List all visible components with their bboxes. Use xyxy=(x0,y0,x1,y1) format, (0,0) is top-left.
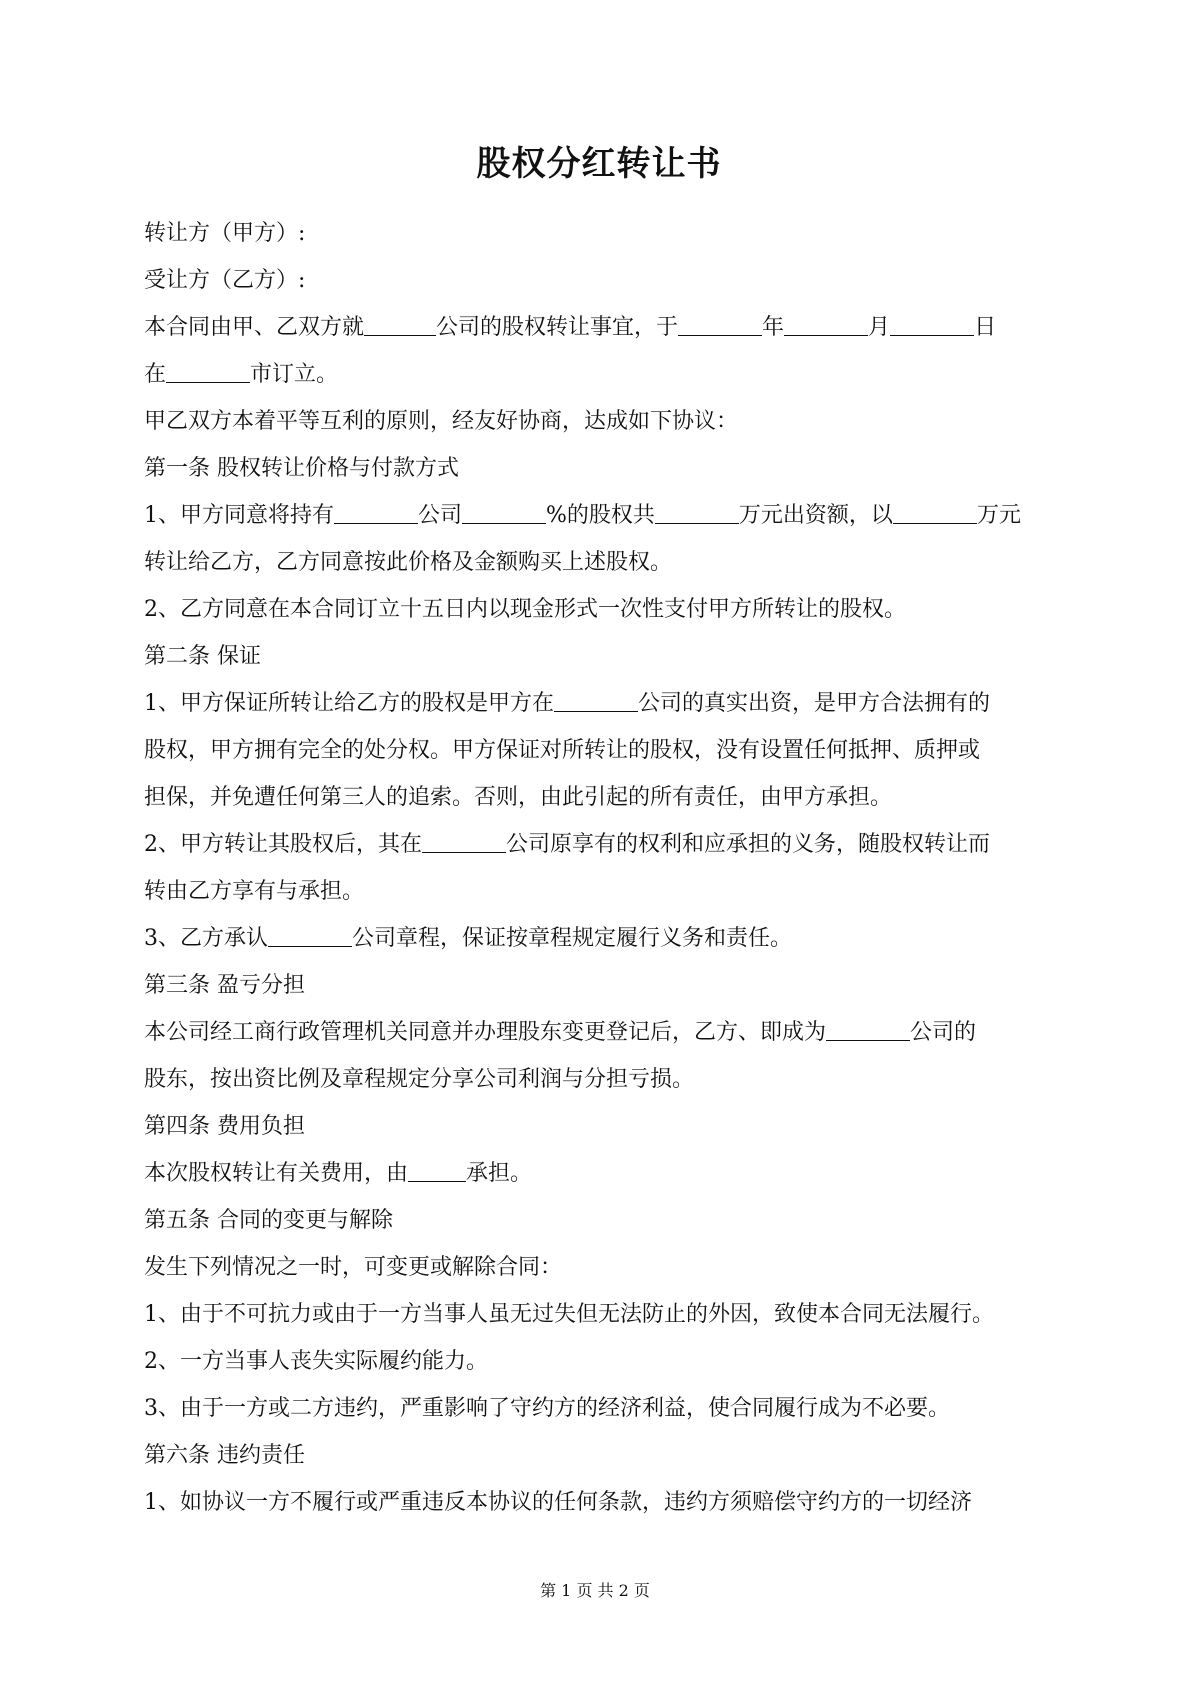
day-blank[interactable] xyxy=(890,313,974,336)
page-number-footer: 第 1 页 共 2 页 xyxy=(540,1581,650,1600)
article-2-clause-3: 3、乙方承认 公司章程，保证按章程规定履行义务和责任。 xyxy=(144,926,793,951)
article-2-clause-1-cont2: 担保，并免遭任何第三人的追索。否则，由此引起的所有责任，由甲方承担。 xyxy=(144,785,893,810)
contract-intro: 本合同由甲、乙双方就 公司的股权转让事宜，于 年 月 日 xyxy=(144,315,997,340)
company-blank[interactable] xyxy=(364,313,436,336)
article-3-body-cont: 股东，按出资比例及章程规定分享公司利润与分担亏损。 xyxy=(144,1067,695,1092)
article-6-clause-1: 1、如协议一方不履行或严重违反本协议的任何条款，违约方须赔偿守约方的一切经济 xyxy=(144,1490,972,1515)
contract-place: 在 市订立。 xyxy=(144,362,339,387)
article-5-intro: 发生下列情况之一时，可变更或解除合同： xyxy=(144,1255,563,1280)
article-2-clause-2-cont: 转由乙方享有与承担。 xyxy=(144,879,365,904)
price-blank[interactable] xyxy=(893,501,977,524)
article-4-heading: 第四条 费用负担 xyxy=(144,1114,305,1139)
document-title: 股权分红转让书 xyxy=(476,144,722,184)
article-5-item-1: 1、由于不可抗力或由于一方当事人虽无过失但无法防止的外因，致使本合同无法履行。 xyxy=(144,1302,994,1327)
company-blank[interactable] xyxy=(826,1018,910,1041)
article-1-clause-1-cont: 转让给乙方，乙方同意按此价格及金额购买上述股权。 xyxy=(144,550,673,575)
article-1-clause-2: 2、乙方同意在本合同订立十五日内以现金形式一次性支付甲方所转让的股权。 xyxy=(144,597,906,622)
article-2-clause-1-cont: 股权，甲方拥有完全的处分权。甲方保证对所转让的股权，没有设置任何抵押、质押或 xyxy=(144,738,981,763)
transferee-line: 受让方（乙方）: xyxy=(144,268,306,293)
party-blank[interactable] xyxy=(408,1159,466,1182)
article-2-heading: 第二条 保证 xyxy=(144,644,261,669)
month-blank[interactable] xyxy=(784,313,868,336)
article-2-clause-1: 1、甲方保证所转让给乙方的股权是甲方在 公司的真实出资，是甲方合法拥有的 xyxy=(144,691,991,716)
article-2-clause-2: 2、甲方转让其股权后，其在 公司原享有的权利和应承担的义务，随股权转让而 xyxy=(144,832,991,857)
transferor-line: 转让方（甲方）: xyxy=(144,221,306,246)
agreement-preamble: 甲乙双方本着平等互利的原则，经友好协商，达成如下协议： xyxy=(144,409,739,434)
article-3-heading: 第三条 盈亏分担 xyxy=(144,973,305,998)
article-1-clause-1: 1、甲方同意将持有 公司 %的股权共 万元出资额，以 万元 xyxy=(144,503,1021,528)
percent-blank[interactable] xyxy=(462,501,546,524)
article-3-body: 本公司经工商行政管理机关同意并办理股东变更登记后，乙方、即成为 公司的 xyxy=(144,1020,977,1045)
city-blank[interactable] xyxy=(166,360,250,383)
capital-blank[interactable] xyxy=(655,501,739,524)
article-5-heading: 第五条 合同的变更与解除 xyxy=(144,1208,393,1233)
article-5-item-3: 3、由于一方或二方违约，严重影响了守约方的经济利益，使合同履行成为不必要。 xyxy=(144,1396,950,1421)
article-5-item-2: 2、一方当事人丧失实际履约能力。 xyxy=(144,1349,488,1374)
company-blank[interactable] xyxy=(554,689,638,712)
article-4-body: 本次股权转让有关费用，由 承担。 xyxy=(144,1161,533,1186)
document-page xyxy=(144,140,1054,1526)
company-blank[interactable] xyxy=(422,830,506,853)
company-blank[interactable] xyxy=(334,501,418,524)
company-blank[interactable] xyxy=(268,924,352,947)
year-blank[interactable] xyxy=(678,313,762,336)
article-1-heading: 第一条 股权转让价格与付款方式 xyxy=(144,456,459,481)
article-6-heading: 第六条 违约责任 xyxy=(144,1443,305,1468)
